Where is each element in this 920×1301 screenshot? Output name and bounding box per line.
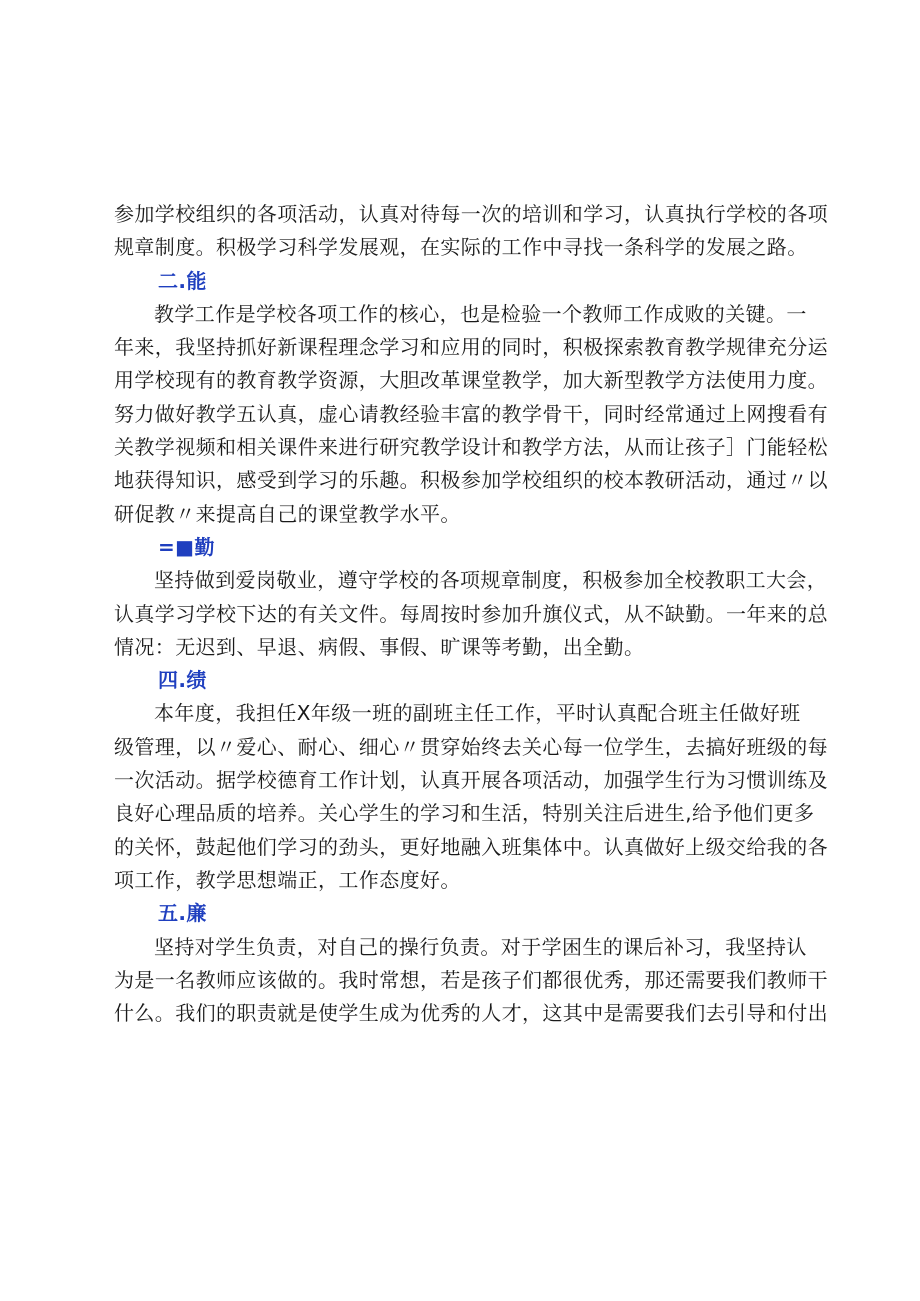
text-line: 关教学视频和相关课件来进行研究教学设计和教学方法，从而让孩子］门能轻松 [114,435,828,460]
text-line: 什么。我们的职责就是使学生成为优秀的人才，这其中是需要我们去引导和付出 [114,1001,828,1026]
text-line: 良好心理品质的培养。关心学生的学习和生活，特别关注后进生,给予他们更多 [114,801,815,826]
text-line: 的关怀，鼓起他们学习的劲头，更好地融入班集体中。认真做好上级交给我的各 [114,834,828,859]
text-line: 地获得知识，感受到学习的乐趣。积极参加学校组织的校本教研活动，通过〃以 [114,468,828,493]
section-heading-ji: 四.绩 [158,668,207,693]
section-paragraph-qin [114,564,828,664]
document-page [114,198,828,1030]
section-heading-qin: =■勤 [158,534,215,559]
text-line: 规章制度。积极学习科学发展观，在实际的工作中寻找一条科学的发展之路。 [114,235,808,260]
text-line: 项工作，教学思想端正，工作态度好。 [114,867,461,892]
text-line: 教学工作是学校各项工作的核心，也是检验一个教师工作成败的关键。一 [154,301,807,326]
text-line: 坚持对学生负责，对自己的操行负责。对于学困生的课后补习，我坚持认 [154,934,807,959]
text-line: 用学校现有的教育教学资源，大胆改革课堂教学，加大新型教学方法使用力度。 [114,368,828,393]
text-line: 研促教〃来提高自己的课堂教学水平。 [114,501,461,526]
text-line: 坚持做到爱岗敬业，遵守学校的各项规章制度，积极参加全校教职工大会， [154,568,828,593]
text-line: 努力做好教学五认真，虚心请教经验丰富的教学骨干，同时经常通过上网搜看有 [114,401,828,426]
text-line: 情况：无迟到、早退、病假、事假、旷课等考勤，出全勤。 [114,634,645,659]
text-line: 参加学校组织的各项活动，认真对待每一次的培训和学习，认真执行学校的各项 [114,202,828,226]
text-line: 一次活动。据学校德育工作计划，认真开展各项活动，加强学生行为习惯训练及 [114,768,828,793]
text-line: 认真学习学校下达的有关文件。每周按时参加升旗仪式，从不缺勤。一年来的总 [114,601,828,626]
section-paragraph-lian [114,931,828,1031]
intro-paragraph [114,198,828,265]
text-line: 级管理，以〃爱心、耐心、细心〃贯穿始终去关心每一位学生，去搞好班级的每 [114,734,828,759]
text-line: 为是一名教师应该做的。我时常想，若是孩子们都很优秀，那还需要我们教师干 [114,967,828,992]
text-line: 年来，我坚持抓好新课程理念学习和应用的同时，积极探索教育教学规律充分运 [114,335,828,360]
section-paragraph-ji [114,697,828,897]
section-heading-neng: 二.能 [158,268,207,293]
section-heading-lian: 五.廉 [158,901,207,926]
section-paragraph-neng [114,298,828,531]
text-line: 本年度，我担任X年级一班的副班主任工作，平时认真配合班主任做好班 [154,701,801,726]
